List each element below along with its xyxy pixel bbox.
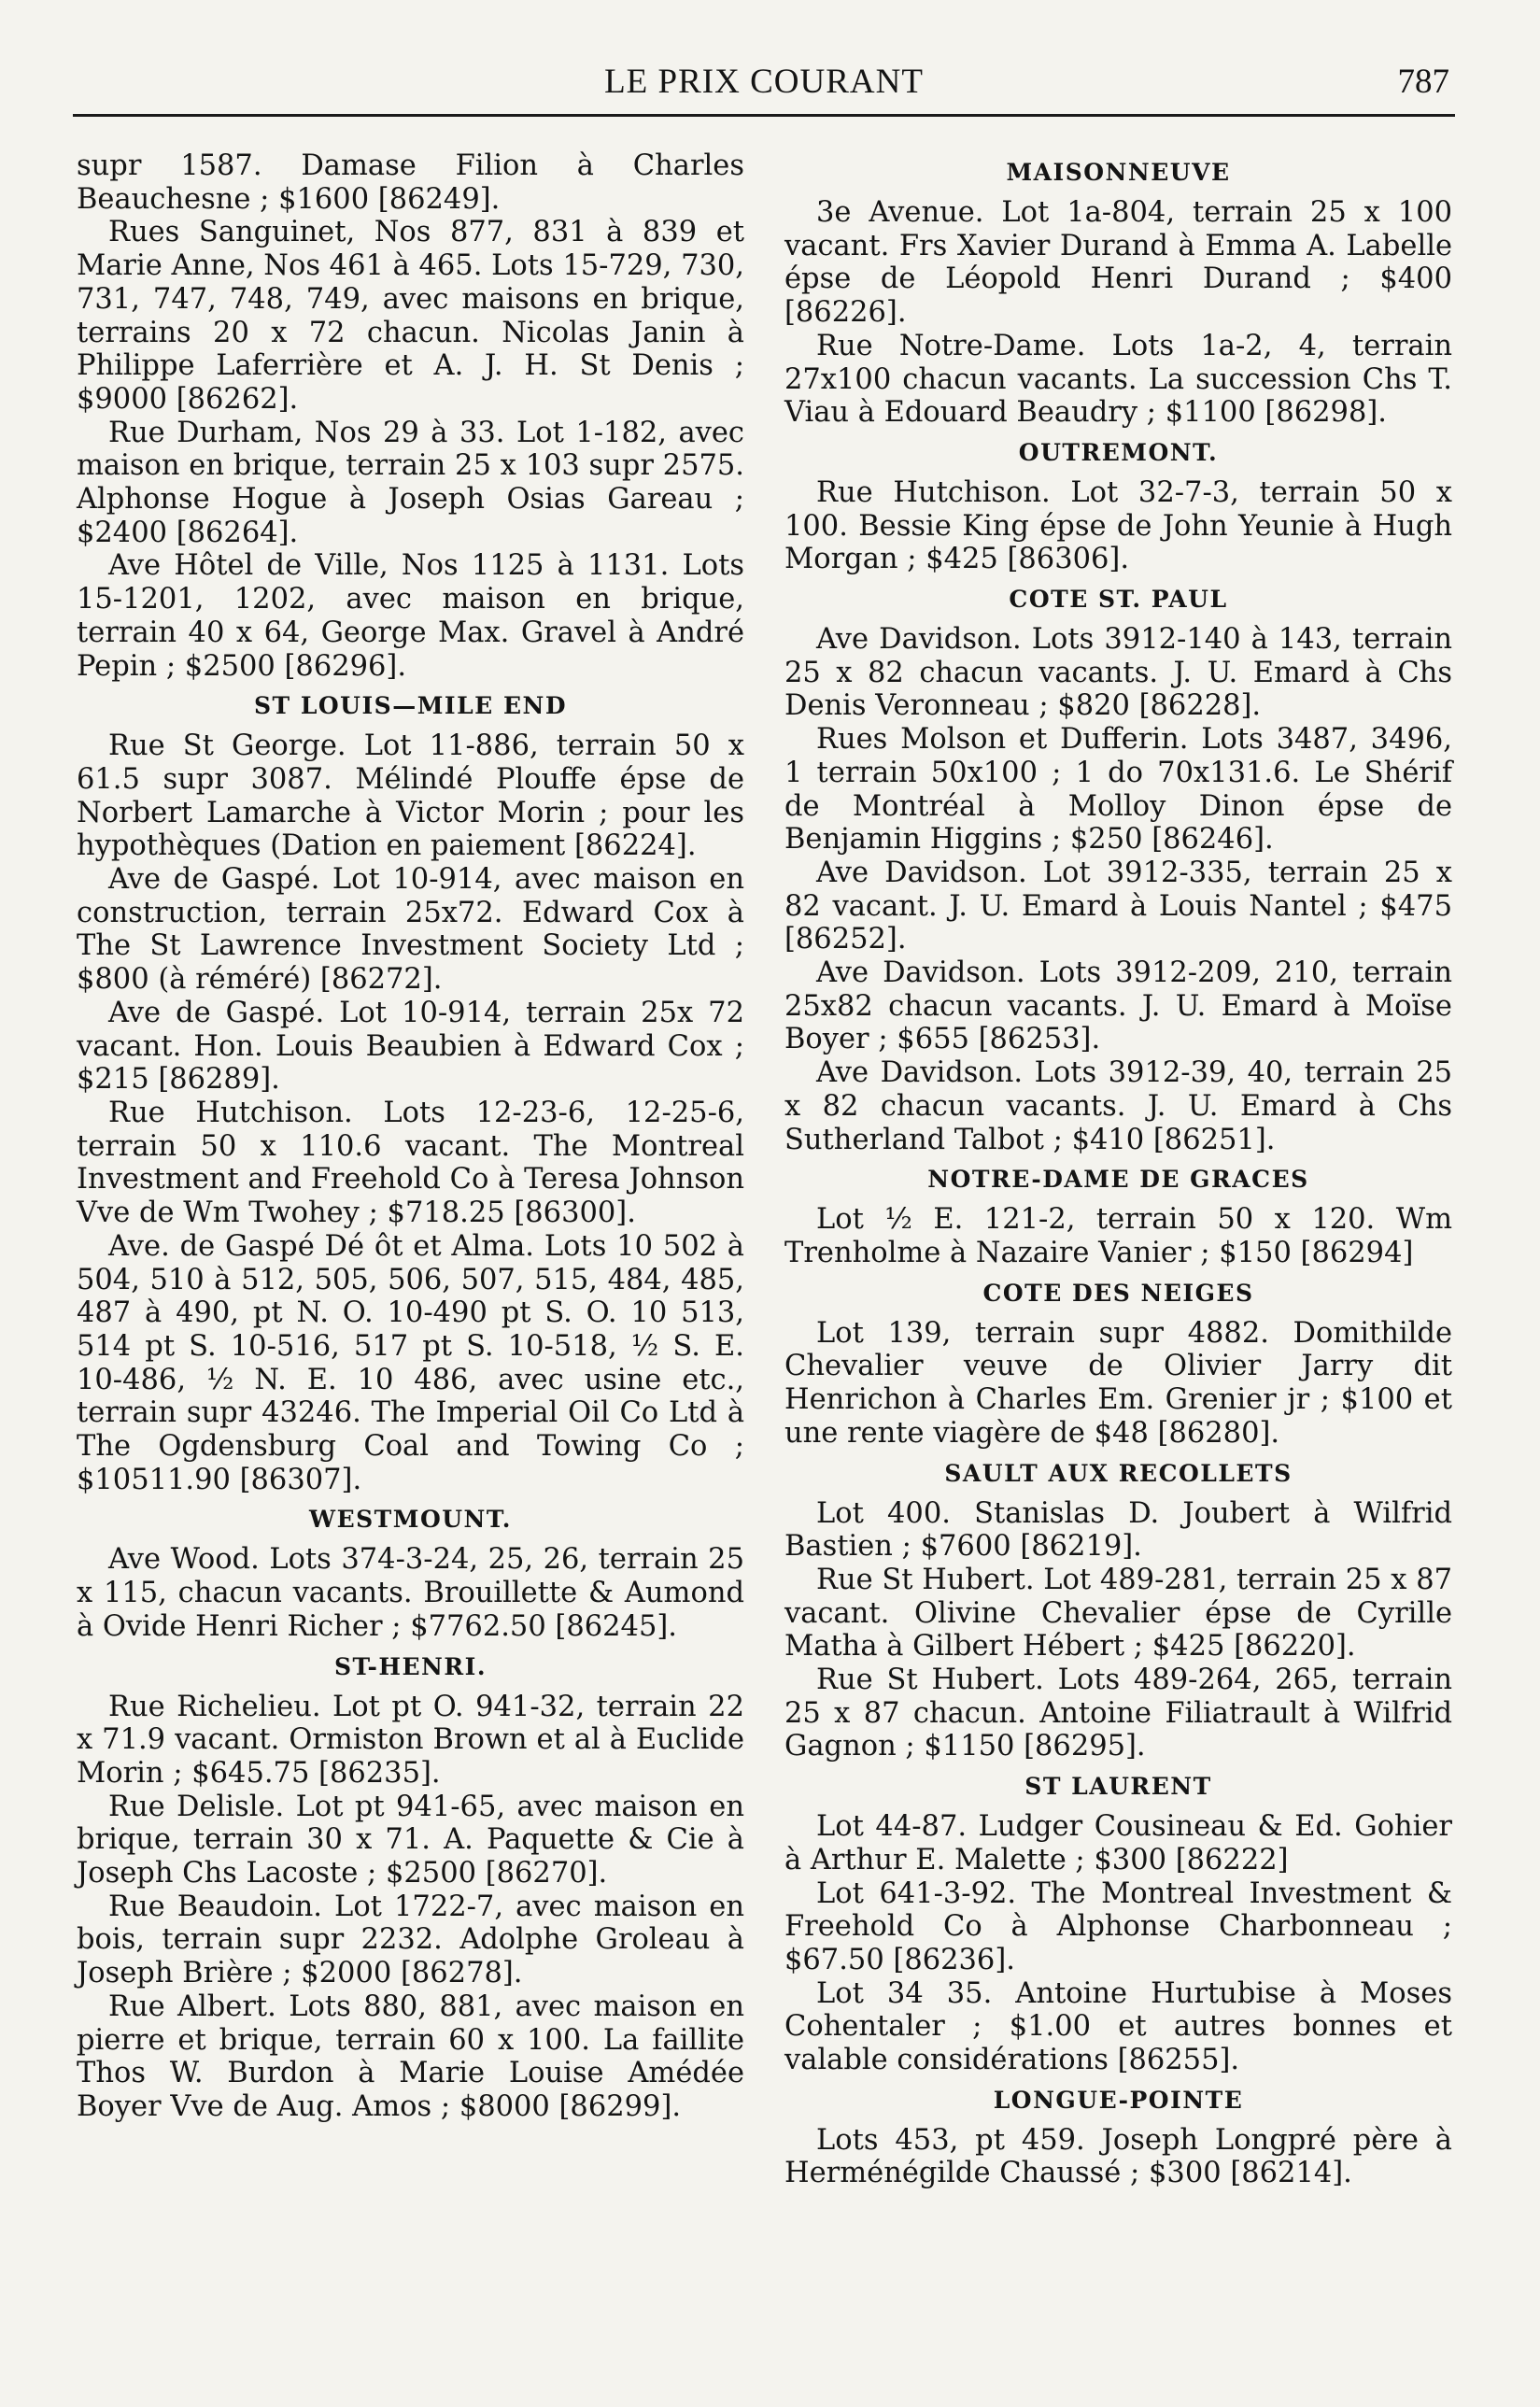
right-column — [784, 149, 1452, 2190]
listing-entry: Rue Delisle. Lot pt 941-65, avec maison en brique, terrain 30 x 71. A. Paquette & Cie à Joseph Chs Lacoste ; $2500 [86270]. — [77, 1790, 744, 1890]
listing-entry: Rue Beaudoin. Lot 1722-7, avec maison en bois, terrain supr 2232. Adolphe Groleau à Joseph Brière ; $2000 [86278]. — [77, 1890, 744, 1990]
listing-entry: Rue Richelieu. Lot pt O. 941-32, terrain 22 x 71.9 vacant. Ormiston Brown et al à Euclide Morin ; $645.75 [86235]. — [77, 1690, 744, 1790]
listing-entry: 3e Avenue. Lot 1a-804, terrain 25 x 100 vacant. Frs Xavier Durand à Emma A. Labelle épse de Léopold Henri Durand ; $400 [86226]. — [784, 196, 1452, 330]
listing-entry: Ave Davidson. Lots 3912-140 à 143, terrain 25 x 82 chacun vacants. J. U. Emard à Chs Denis Veronneau ; $820 [86228]. — [784, 623, 1452, 723]
listing-entry: Lot 641-3-92. The Montreal Investment & Freehold Co à Alphonse Charbonneau ; $67.50 [86236]. — [784, 1876, 1452, 1976]
listing-entry: Rue Albert. Lots 880, 881, avec maison en pierre et brique, terrain 60 x 100. La faillite Thos W. Burdon à Marie Louise Amédée Boyer Vve de Aug. Amos ; $8000 [86299]. — [77, 1989, 744, 2123]
listing-entry: supr 1587. Damase Filion à Charles Beauchesne ; $1600 [86249]. — [77, 149, 744, 216]
listing-entry: Rue Hutchison. Lot 32-7-3, terrain 50 x 100. Bessie King épse de John Yeunie à Hugh Morgan ; $425 [86306]. — [784, 475, 1452, 576]
listing-entry: Rue St Hubert. Lots 489-264, 265, terrain 25 x 87 chacun. Antoine Filiatrault à Wilfrid Gagnon ; $1150 [86295]. — [784, 1664, 1452, 1763]
listing-entry: Rues Molson et Dufferin. Lots 3487, 3496, 1 terrain 50x100 ; 1 do 70x131.6. Le Shérif de Montréal à Molloy Dinon épse de Benjamin Higgins ; $250 [86246]. — [784, 723, 1452, 857]
listing-entry: Ave Davidson. Lot 3912-335, terrain 25 x 82 vacant. J. U. Emard à Louis Nantel ; $475 [86252]. — [784, 856, 1452, 956]
section-heading: NOTRE-DAME DE GRACES — [927, 1166, 1309, 1194]
listing-entry: Lot 44-87. Ludger Cousineau & Ed. Gohier à Arthur E. Malette ; $300 [86222] — [784, 1810, 1452, 1876]
section-heading: OUTREMONT. — [1018, 438, 1219, 466]
listing-entry: Rue Hutchison. Lots 12-23-6, 12-25-6, terrain 50 x 110.6 vacant. The Montreal Investment and Freehold Co à Teresa Johnson Vve de Wm Twohey ; $718.25 [86300]. — [77, 1096, 744, 1230]
listing-entry: Rues Sanguinet, Nos 877, 831 à 839 et Marie Anne, Nos 461 à 465. Lots 15-729, 730, 731, 747, 748, 749, avec maisons en brique, terrains 20 x 72 chacun. Nicolas Janin à Philippe Laferrière et A. J. H. St Denis ; $9000 [86262]. — [77, 216, 744, 416]
section-heading: MAISONNEUVE — [1006, 159, 1231, 186]
listing-entry: Lot 139, terrain supr 4882. Domithilde Chevalier veuve de Olivier Jarry dit Henrichon à Charles Em. Grenier jr ; $100 et une rente viagère de $48 [86280]. — [784, 1316, 1452, 1450]
section-heading: ST LAURENT — [1024, 1773, 1212, 1801]
section-heading: LONGUE-POINTE — [993, 2086, 1244, 2114]
listing-entry: Lot 400. Stanislas D. Joubert à Wilfrid Bastien ; $7600 [86219]. — [784, 1496, 1452, 1564]
listing-entry: Lots 453, pt 459. Joseph Longpré père à Herménégilde Chaussé ; $300 [86214]. — [784, 2123, 1452, 2190]
listing-entry: Ave Davidson. Lots 3912-39, 40, terrain 25 x 82 chacun vacants. J. U. Emard à Chs Sutherland Talbot ; $410 [86251]. — [784, 1056, 1452, 1156]
listing-entry: Ave. de Gaspé Dé ôt et Alma. Lots 10 502 à 504, 510 à 512, 505, 506, 507, 515, 484, 485, 487 à 490, pt N. O. 10-490 pt S. O. 10 513, 514 pt S. 10-516, 517 pt S. 10-518, ½ S. E. 10-486, ½ N. E. 10 486, avec usine etc., terrain supr 43246. The Imperial Oil Co Ltd à The Ogdensburg Coal and Towing Co ; $10511.90 [86307]. — [77, 1229, 744, 1496]
listing-entry: Lot ½ E. 121-2, terrain 50 x 120. Wm Trenholme à Nazaire Vanier ; $150 [86294] — [784, 1203, 1452, 1269]
journal-title: LE PRIX COURANT — [604, 63, 924, 101]
page-number: 787 — [1397, 63, 1449, 101]
section-heading: SAULT AUX RECOLLETS — [944, 1459, 1293, 1487]
listing-entry: Ave de Gaspé. Lot 10-914, avec maison en construction, terrain 25x72. Edward Cox à The St Lawrence Investment Society Ltd ; $800 (à réméré) [86272]. — [77, 863, 744, 997]
listing-entry: Rue St Hubert. Lot 489-281, terrain 25 x 87 vacant. Olivine Chevalier épse de Cyrille Matha à Gilbert Hébert ; $425 [86220]. — [784, 1563, 1452, 1664]
section-heading: ST-HENRI. — [333, 1652, 487, 1680]
page-header — [73, 58, 1455, 117]
section-heading: WESTMOUNT. — [309, 1506, 512, 1534]
listing-entry: Rue Durham, Nos 29 à 33. Lot 1-182, avec maison en brique, terrain 25 x 103 supr 2575. Alphonse Hogue à Joseph Osias Gareau ; $2400 [86264]. — [77, 416, 744, 549]
section-heading: COTE DES NEIGES — [982, 1279, 1254, 1307]
section-heading: COTE ST. PAUL — [1009, 586, 1228, 614]
listing-entry: Ave de Gaspé. Lot 10-914, terrain 25x 72 vacant. Hon. Louis Beaubien à Edward Cox ; $215 [86289]. — [77, 996, 744, 1097]
listing-entry: Rue Notre-Dame. Lots 1a-2, 4, terrain 27x100 chacun vacants. La succession Chs T. Viau à Edouard Beaudry ; $1100 [86298]. — [784, 329, 1452, 430]
listing-entry: Rue St George. Lot 11-886, terrain 50 x 61.5 supr 3087. Mélindé Plouffe épse de Norbert Lamarche à Victor Morin ; pour les hypothèques (Dation en paiement [86224]. — [77, 729, 744, 863]
listing-entry: Lot 34 35. Antoine Hurtubise à Moses Cohentaler ; $1.00 et autres bonnes et valable considérations [86255]. — [784, 1976, 1452, 2077]
listing-entry: Ave Wood. Lots 374-3-24, 25, 26, terrain 25 x 115, chacun vacants. Brouillette & Aumond à Ovide Henri Richer ; $7762.50 [86245]. — [77, 1543, 744, 1643]
listing-entry: Ave Hôtel de Ville, Nos 1125 à 1131. Lots 15-1201, 1202, avec maison en brique, terrain 40 x 64, George Max. Gravel à André Pepin ; $2500 [86296]. — [77, 549, 744, 683]
left-column — [77, 149, 744, 2124]
listing-entry: Ave Davidson. Lots 3912-209, 210, terrain 25x82 chacun vacants. J. U. Emard à Moïse Boyer ; $655 [86253]. — [784, 956, 1452, 1056]
section-heading: ST LOUIS—MILE END — [253, 692, 568, 720]
